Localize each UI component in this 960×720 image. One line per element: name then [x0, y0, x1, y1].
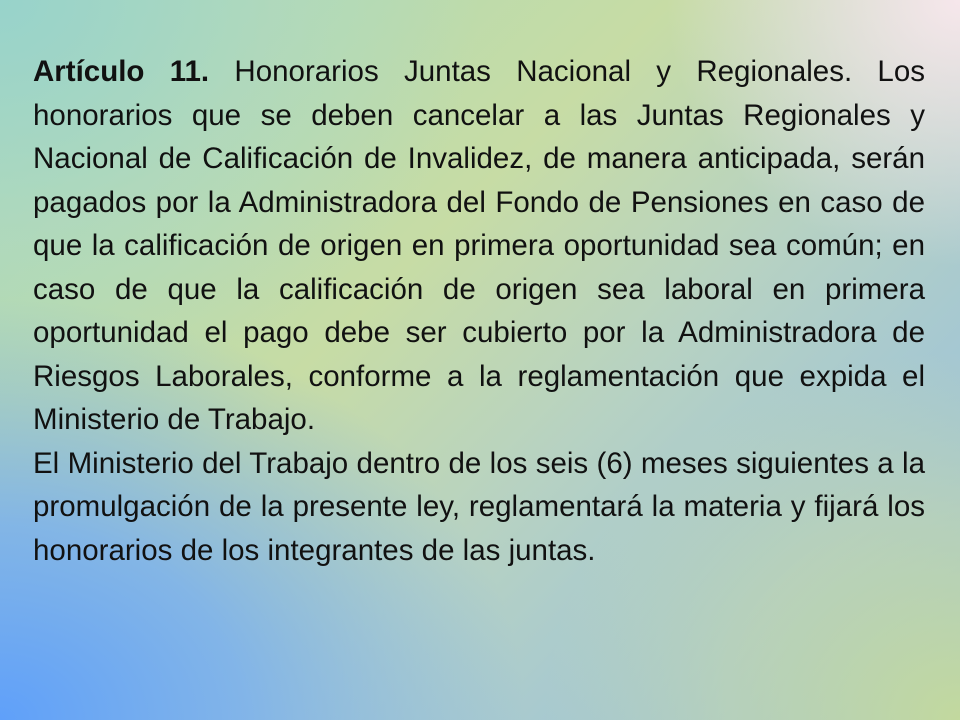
article-text-block — [33, 50, 925, 572]
article-paragraph-2: El Ministerio del Trabajo dentro de los seis (6) meses siguientes a la promulgación de la presente ley, reglamentará la materia y fijará los honorarios de los integrantes de las juntas. — [33, 446, 925, 567]
article-paragraph-1-text: Honorarios Juntas Nacional y Regionales. Los honorarios que se deben cancelar a las Juntas Regionales y Nacional de Calificación de Invalidez, de manera anticipada, serán pagados por la Administradora del Fondo de Pensiones en caso de que la calificación de origen en primera oportunidad sea común; en caso de que la calificación de origen sea laboral en primera oportunidad el pago debe ser cubierto por la Administradora de Riesgos Laborales, conforme a la reglamentación que expida el Ministerio de Trabajo. — [33, 55, 925, 436]
article-paragraph-1 — [33, 50, 925, 442]
article-label: Artículo 11. — [33, 55, 210, 88]
